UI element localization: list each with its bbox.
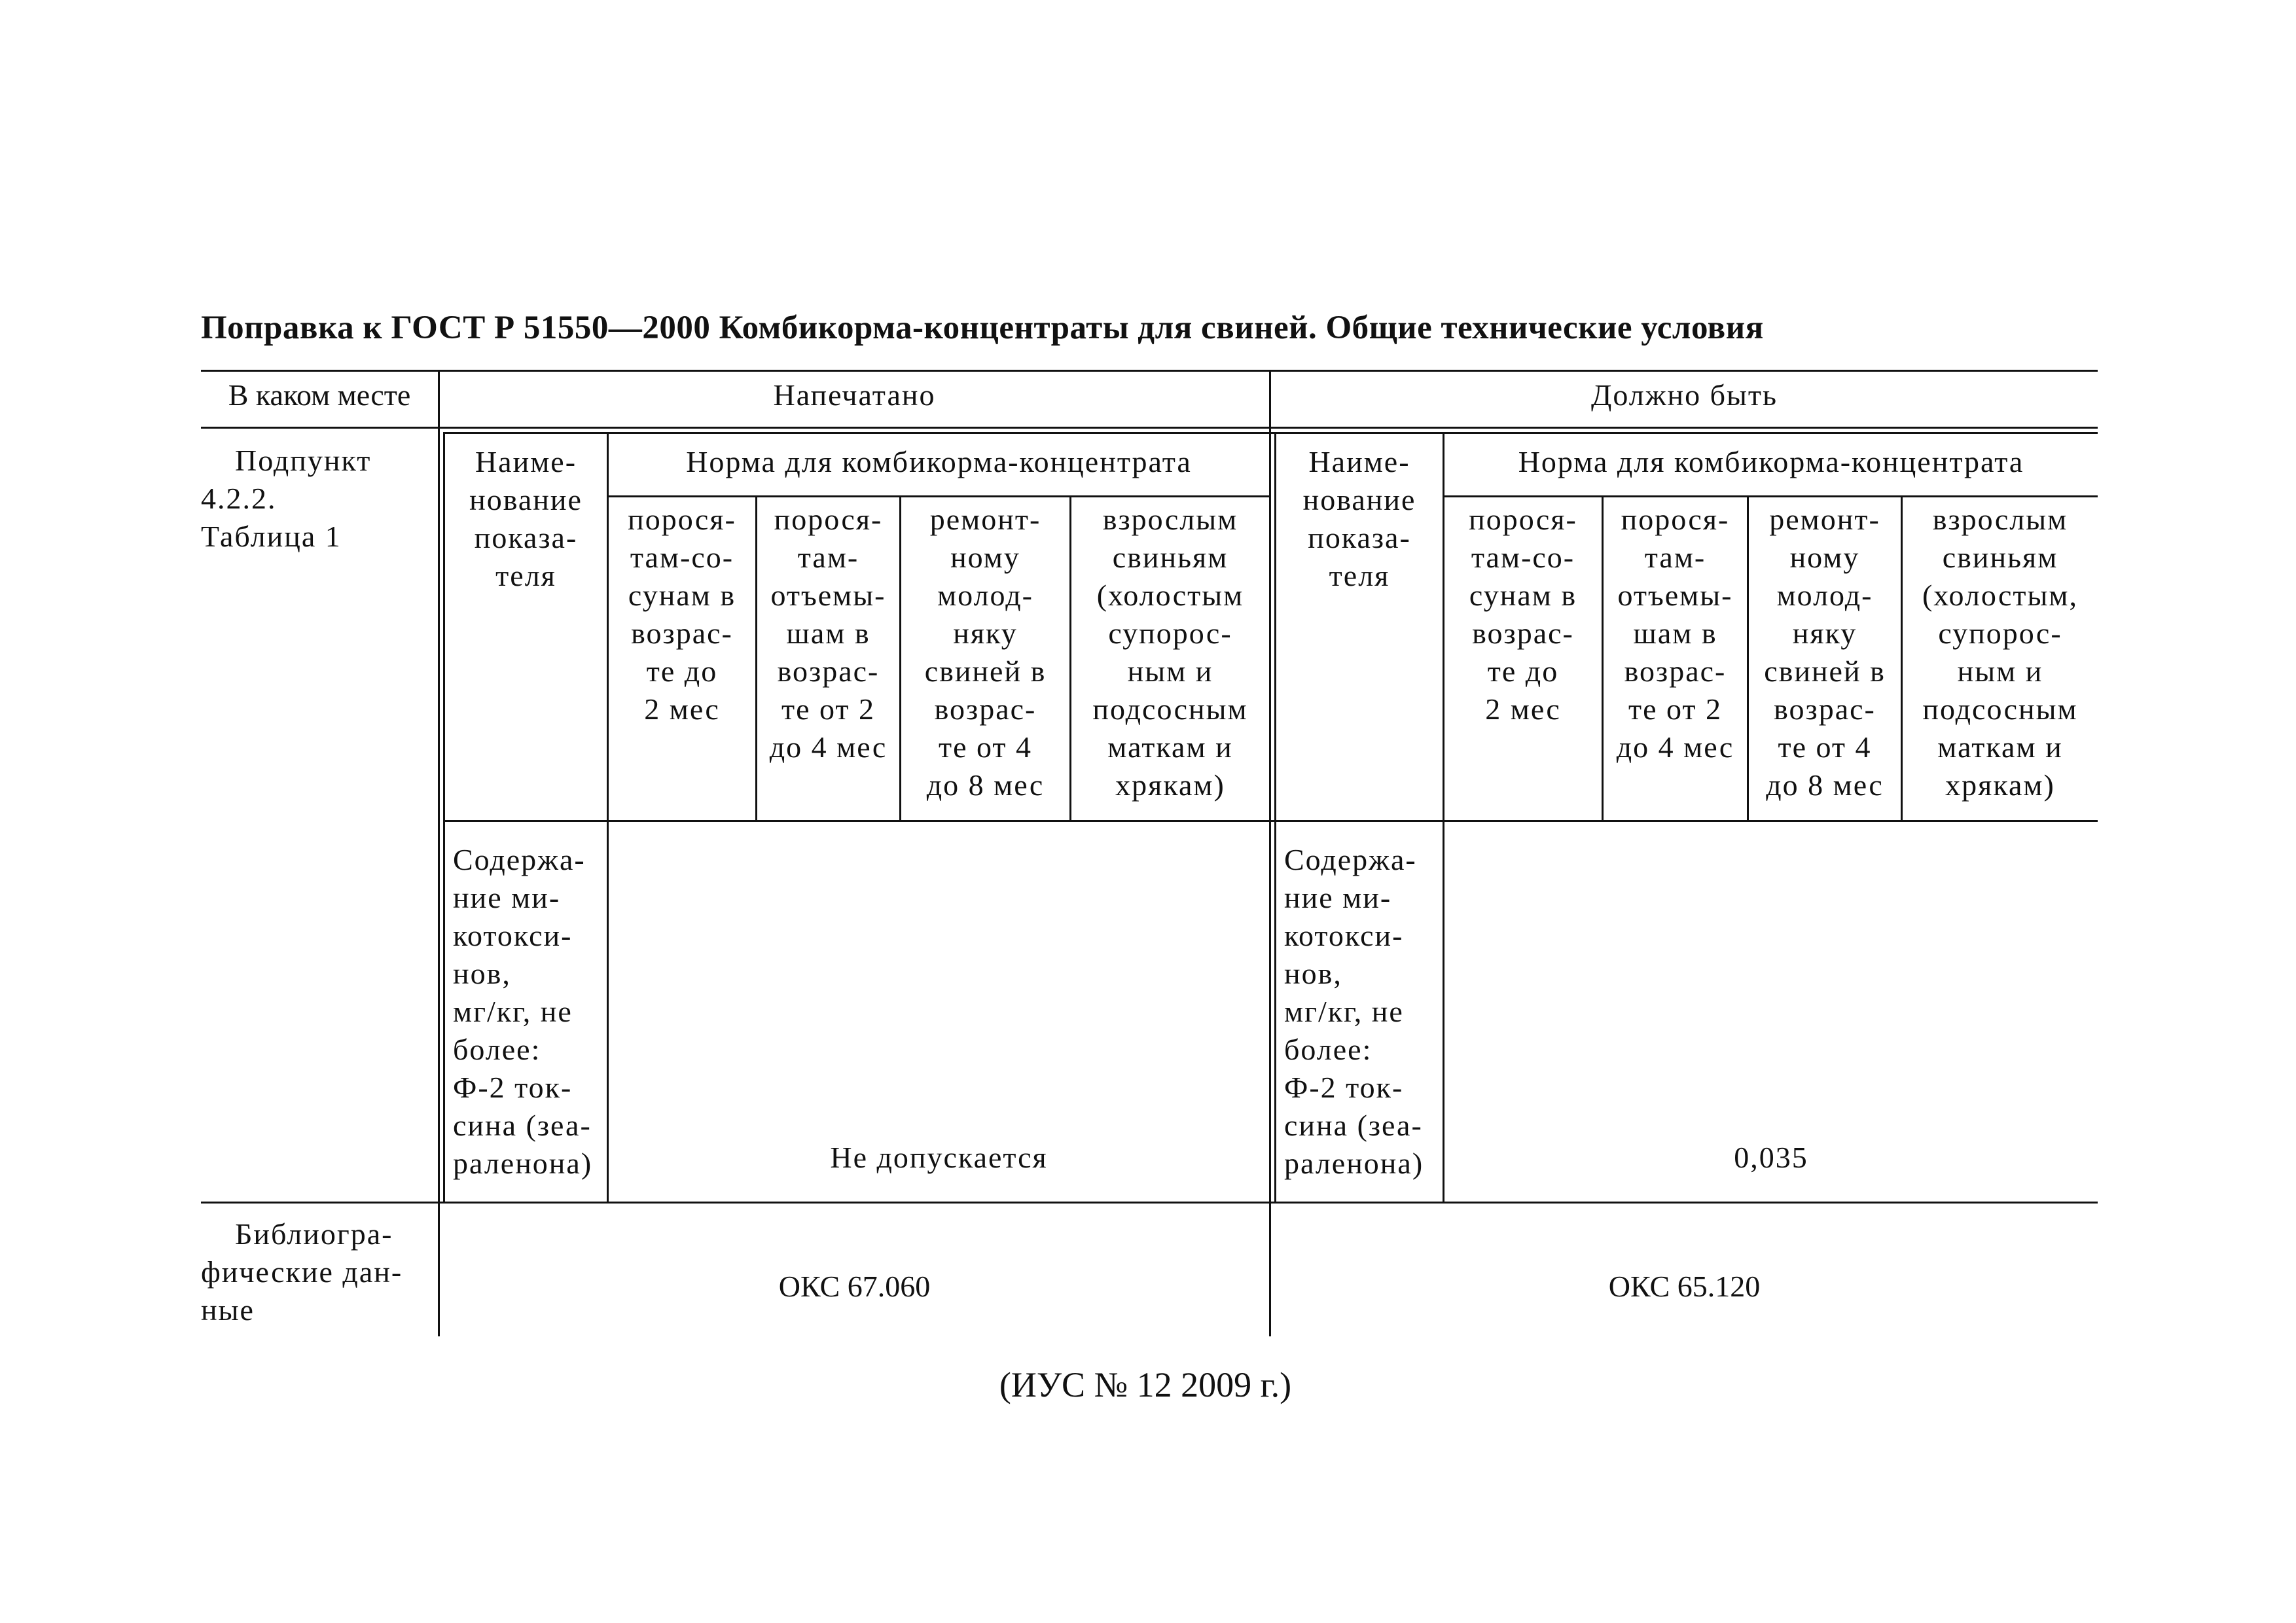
indicator-name-right: Наиме- нование показа- теля bbox=[1302, 445, 1416, 592]
col-left-1: порося- там-со- сунам в возрас- те до 2 мес bbox=[628, 503, 736, 726]
header-should-be: Должно быть bbox=[1590, 378, 1778, 412]
header-where: В каком месте bbox=[228, 378, 411, 412]
ius-reference: (ИУС № 12 2009 г.) bbox=[999, 1365, 1292, 1404]
col-right-4: взрослым свиньям (холостым, супорос- ным и подсосным маткам и хрякам) bbox=[1922, 503, 2079, 802]
norm-header-right: Норма для комбикорма-концентрата bbox=[1518, 445, 2024, 478]
col-left-4: взрослым свиньям (холостым супорос- ным и подсосным маткам и хрякам) bbox=[1092, 503, 1248, 802]
location-biblio: Библиогра- фические дан- ные bbox=[201, 1217, 403, 1327]
document-title: Поправка к ГОСТ Р 51550—2000 Комбикорма-концентраты для свиней. Общие технические условия bbox=[201, 310, 1764, 346]
norm-rule-left bbox=[607, 495, 1269, 497]
indicator-right: Содержа- ние ми- котокси- нов, мг/кг, не более: Ф-2 ток- сина (зеа- раленона) bbox=[1284, 843, 1424, 1180]
biblio-top-rule bbox=[201, 1202, 2098, 1204]
header-printed: Напечатано bbox=[773, 378, 936, 412]
correction-table bbox=[201, 370, 2098, 1336]
middle-col-rule bbox=[1269, 370, 1271, 1336]
col-left-2: порося- там- отъемы- шам в возрас- те от 2 до 4 мес bbox=[769, 503, 888, 764]
indicator-name-left: Наиме- нование показа- теля bbox=[469, 445, 583, 592]
biblio-printed: ОКС 67.060 bbox=[778, 1270, 931, 1303]
col-right-1: порося- там-со- сунам в возрас- те до 2 мес bbox=[1469, 503, 1577, 726]
should-be-value: 0,035 bbox=[1734, 1141, 1808, 1174]
header-rule-1 bbox=[201, 427, 2098, 429]
biblio-should-be: ОКС 65.120 bbox=[1608, 1270, 1761, 1303]
col-left-3: ремонт- ному молод- няку свиней в возрас- те от 4 до 8 мес bbox=[924, 503, 1047, 802]
table-top-rule bbox=[201, 370, 2098, 372]
col-right-3: ремонт- ному молод- няку свиней в возрас- те от 4 до 8 мес bbox=[1764, 503, 1886, 802]
indicator-left: Содержа- ние ми- котокси- нов, мг/кг, не более: Ф-2 ток- сина (зеа- раленона) bbox=[453, 843, 593, 1180]
location-table: Подпункт 4.2.2. Таблица 1 bbox=[201, 444, 372, 553]
col-right-2: порося- там- отъемы- шам в возрас- те от 2 до 4 мес bbox=[1616, 503, 1734, 764]
location-col-rule bbox=[438, 370, 440, 1336]
norm-rule-right bbox=[1443, 495, 2098, 497]
printed-value: Не допускается bbox=[830, 1141, 1048, 1174]
norm-header-left: Норма для комбикорма-концентрата bbox=[686, 445, 1192, 478]
